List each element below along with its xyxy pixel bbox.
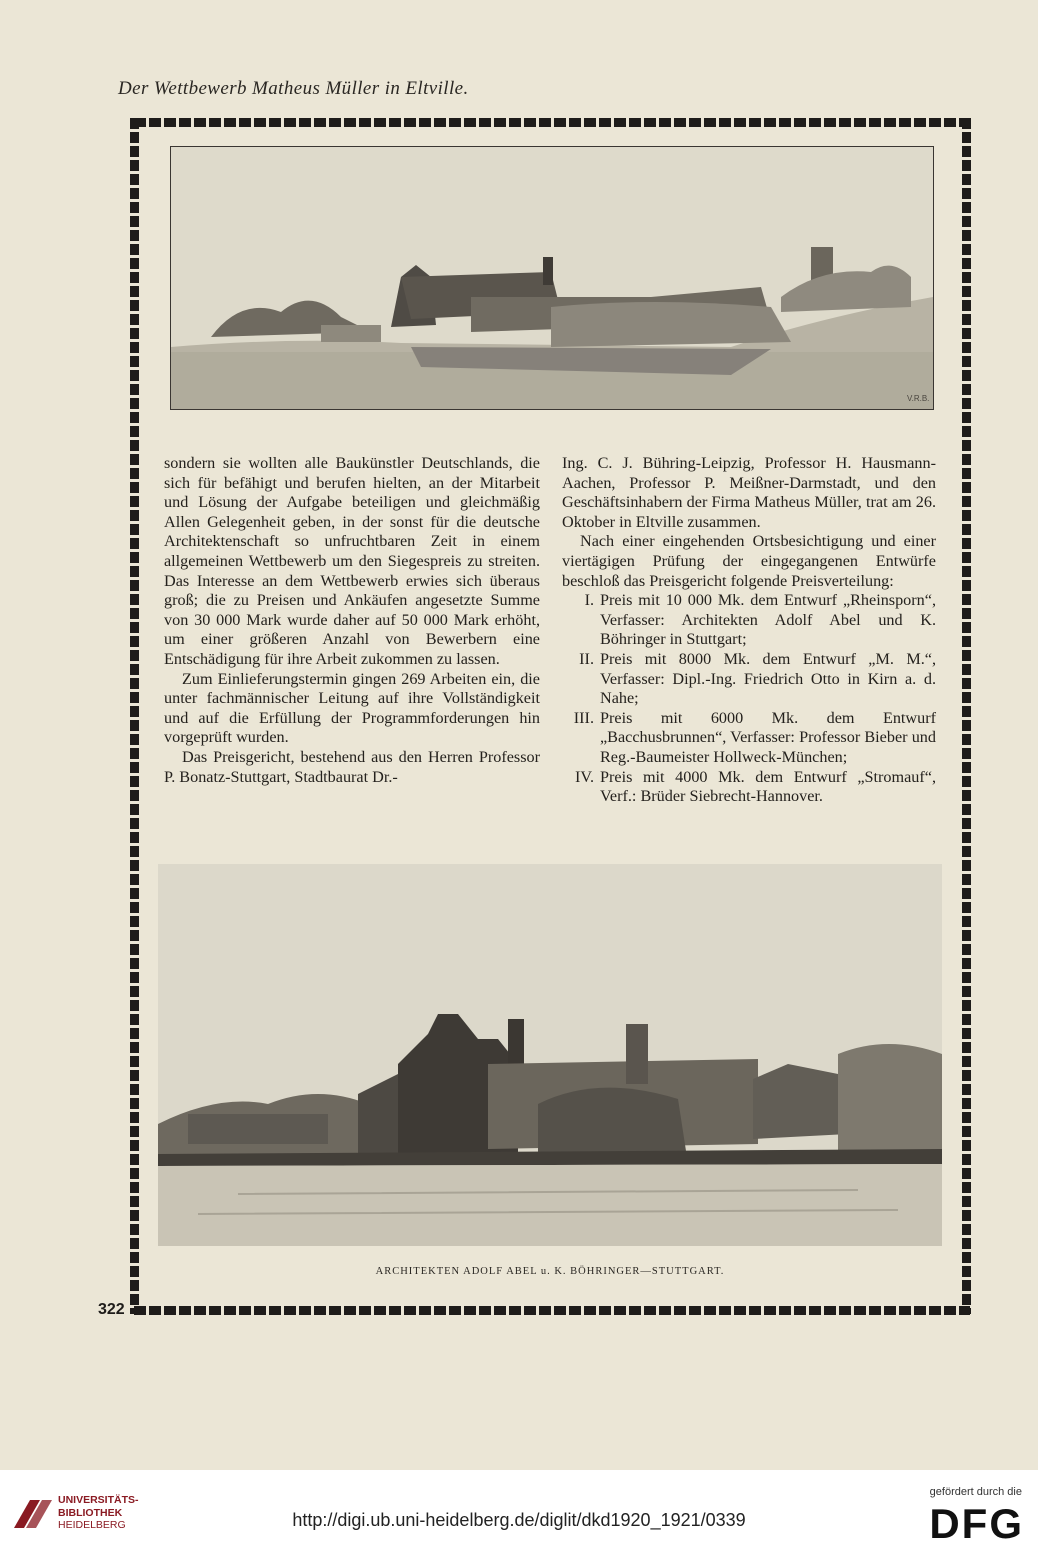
frame-top (134, 118, 970, 127)
prize-item (562, 650, 936, 709)
illustration-bottom (158, 864, 942, 1246)
dfg-logo: DFG (929, 1500, 1024, 1547)
sketch-riverside-buildings-bottom (158, 864, 942, 1246)
frame-bottom (134, 1306, 970, 1315)
frame-right (962, 118, 971, 1314)
illustration-top (170, 146, 934, 410)
prize-numeral: III. (573, 708, 594, 727)
paragraph: Zum Einlieferungstermin gingen 269 Arbeiten ein, die unter fachmännischer Leitung auf ihre Vollständigkeit und auf die Erfüllung der Programmforderungen hin vorgeprüft wurden. (164, 669, 540, 747)
running-title: Der Wettbewerb Matheus Müller in Eltville. (118, 78, 469, 99)
library-line: UNIVERSITÄTS- (58, 1494, 139, 1506)
prize-numeral: IV. (574, 767, 594, 786)
prize-numeral: II. (579, 649, 594, 668)
text-column-right (562, 454, 936, 807)
prize-text: Preis mit 4000 Mk. dem Entwurf „Stromauf“, Verf.: Brüder Siebrecht-Hannover. (600, 767, 936, 806)
illustration-signature: V.R.B. (907, 394, 930, 403)
paragraph: Nach einer eingehenden Ortsbesichtigung und einer viertägigen Prüfung der eingegangenen Entwürfe beschloß das Preisgericht folgende Preisverteilung: (562, 532, 936, 590)
text-column-left (164, 454, 540, 787)
prize-item (562, 709, 936, 768)
source-url[interactable]: http://digi.ub.uni-heidelberg.de/diglit/dkd1920_1921/0339 (292, 1510, 746, 1530)
page-number: 322 (98, 1301, 125, 1318)
prize-item (562, 768, 936, 807)
sketch-riverside-buildings-top (171, 147, 933, 409)
library-line: BIBLIOTHEK (58, 1506, 123, 1519)
paragraph: sondern sie wollten alle Baukünstler Deutschlands, die sich für befähigt und berufen hielten, an der Mitarbeit und Lösung der Aufgabe beteiligen und gleichmäßig Allen Gelegenheit geben, in der sonst für die deutsche Architektenschaft so unfruchtbaren Zeit in einem allgemeinen Wettbewerb um den Siegespreis zu streiten. Das Interesse an dem Wettbewerb erwies sich überaus groß; die zu Preisen und Ankäufen angesetzte Summe von 30 000 Mark wurde daher auf 50 000 Mark erhöht, um einer größeren Anzahl von Bewerbern eine Entschädigung für ihre Arbeit zukommen zu lassen. (164, 454, 540, 668)
funder-label: gefördert durch die (929, 1486, 1022, 1498)
library-line: HEIDELBERG (58, 1519, 126, 1531)
prize-text: Preis mit 10 000 Mk. dem Entwurf „Rheinsporn“, Verfasser: Architekten Adolf Abel und K. Böhringer in Stuttgart; (600, 591, 936, 649)
frame-left (130, 118, 139, 1314)
prize-numeral: I. (584, 591, 594, 610)
prize-item (562, 591, 936, 650)
paragraph: Ing. C. J. Bühring-Leipzig, Professor H. Hausmann-Aachen, Professor P. Meißner-Darmstadt, und den Geschäftsinhabern der Firma Matheus Müller, trat am 26. Oktober in Eltville zusammen. (562, 454, 936, 531)
figure-caption: ARCHITEKTEN ADOLF ABEL u. K. BÖHRINGER—STUTTGART. (375, 1266, 725, 1277)
prize-text: Preis mit 8000 Mk. dem Entwurf „M. M.“, Verfasser: Dipl.-Ing. Friedrich Otto in Kirn a. d. Nahe; (600, 649, 936, 708)
prize-text: Preis mit 6000 Mk. dem Entwurf „Bacchusbrunnen“, Verfasser: Professor Bieber und Reg.-Baumeister Hollweck-München; (600, 708, 936, 766)
paragraph: Das Preisgericht, bestehend aus den Herren Professor P. Bonatz-Stuttgart, Stadtbaurat Dr.- (164, 747, 540, 786)
